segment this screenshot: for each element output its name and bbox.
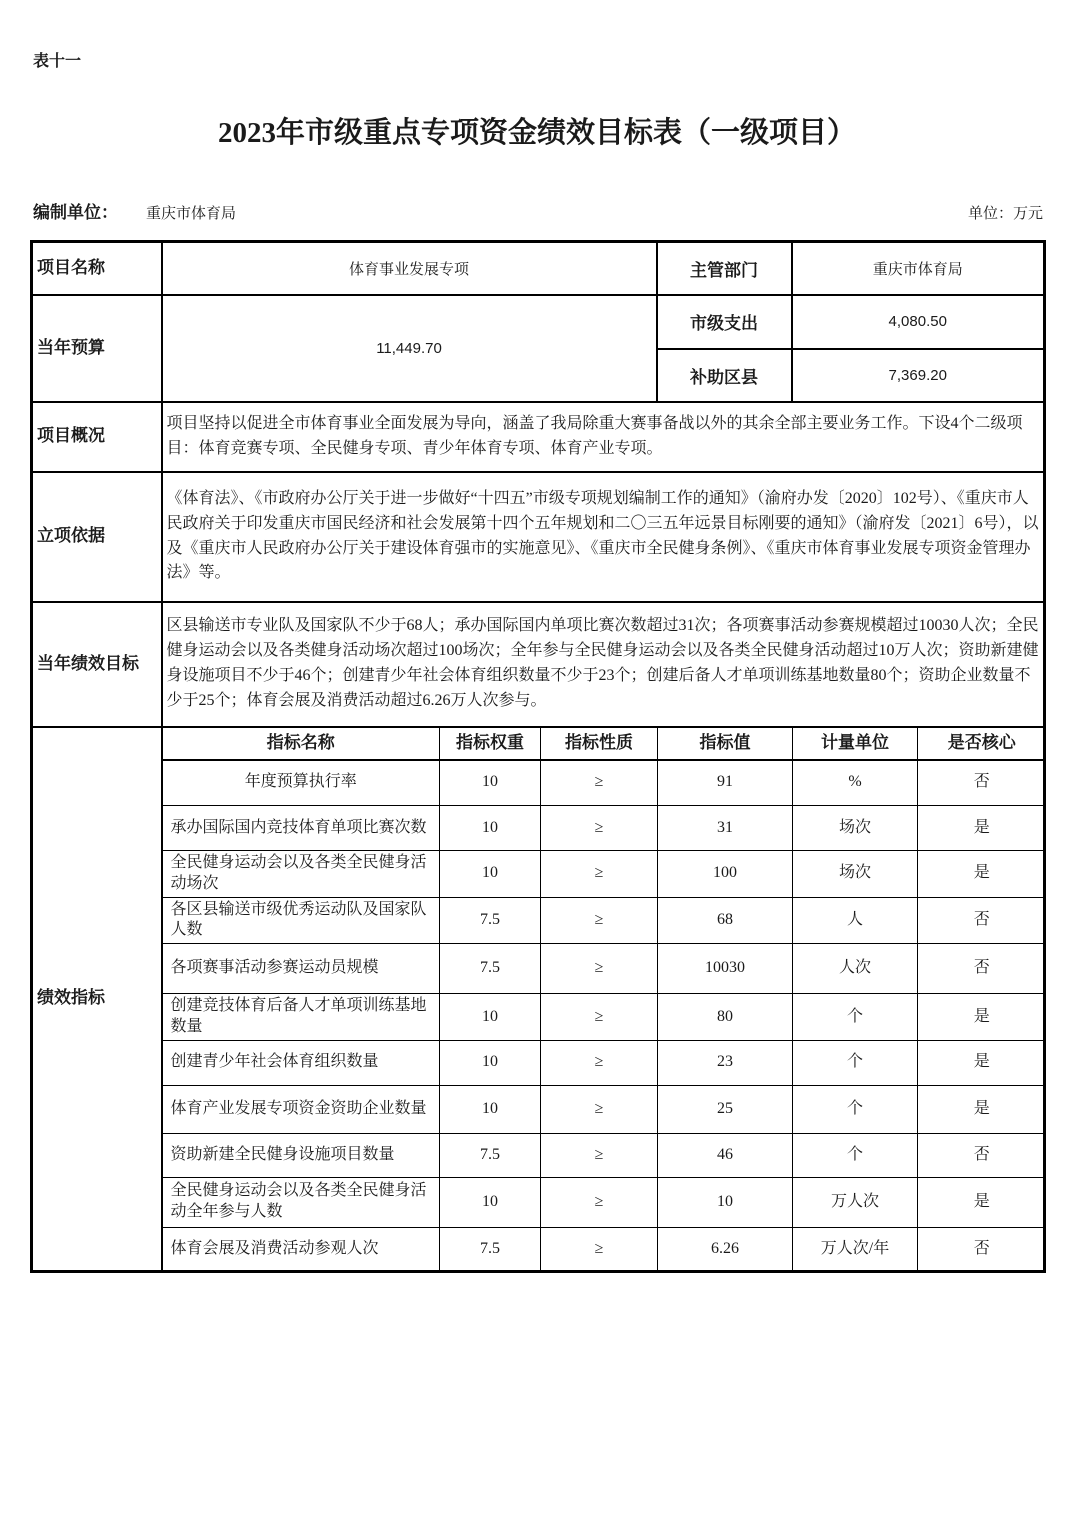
indicator-weight: 10 [440,1040,541,1085]
indicator-weight: 10 [440,760,541,806]
indicators-table-cell [162,727,1045,1272]
indicator-core: 否 [918,760,1046,806]
basis-text: 《体育法》、《市政府办公厅关于进一步做好“十四五”市级专项规划编制工作的通知》（渝府办发〔2020〕102号）、《重庆市人民政府关于印发重庆市国民经济和社会发展第十四个五年规划和二〇三五年远景目标刚要的通知》（渝府发〔2021〕6号），以及《重庆市人民政府办公厅关于建设体育强市的实施意见》、《重庆市全民健身条例》、《重庆市体育事业发展专项资金管理办法》等。 [162,472,1045,602]
prepared-by-value: 重庆市体育局 [146,206,237,222]
dept-label: 主管部门 [657,242,792,295]
indicator-nature: ≥ [541,1133,658,1177]
header-indicator-nature: 指标性质 [541,728,658,760]
indicator-name: 承办国际国内竞技体育单项比赛次数 [163,806,440,851]
indicator-core: 是 [918,851,1046,898]
indicator-value: 10 [658,1177,793,1227]
indicator-unit: 场次 [793,851,918,898]
indicator-nature: ≥ [541,944,658,994]
goal-text: 区县输送市专业队及国家队不少于68人；承办国际国内单项比赛次数超过31次；各项赛事活动参赛规模超过10030人次；全民健身运动会以及各类健身活动场次超过100场次；全年参与全民健身运动会以及各类全民健身活动超过10万人次；资助新建健身设施项目不少于46个；创建青少年社会体育组织数量不少于23个；创建后备人才单项训练基地数量80个；资助企业数量不少于25个；体育会展及消费活动超过6.26万人次参与。 [162,602,1045,727]
indicator-nature: ≥ [541,760,658,806]
indicator-weight: 7.5 [440,1133,541,1177]
header-indicator-value: 指标值 [658,728,793,760]
indicator-name: 年度预算执行率 [163,760,440,806]
indicator-unit: 个 [793,994,918,1041]
indicator-value: 10030 [658,944,793,994]
indicator-nature: ≥ [541,851,658,898]
indicator-value: 25 [658,1085,793,1133]
indicator-value: 31 [658,806,793,851]
prepared-by-label: 编制单位： [33,203,118,222]
indicator-core: 是 [918,994,1046,1041]
indicator-nature: ≥ [541,994,658,1041]
indicators-label: 绩效指标 [32,727,162,1272]
indicator-value: 80 [658,994,793,1041]
indicator-name: 各区县输送市级优秀运动队及国家队人数 [163,897,440,944]
indicator-unit: 个 [793,1085,918,1133]
indicator-name: 资助新建全民健身设施项目数量 [163,1133,440,1177]
row-goal [32,602,1045,727]
indicator-weight: 10 [440,994,541,1041]
indicator-value: 6.26 [658,1227,793,1270]
meta-row [33,198,1043,224]
city-expense-label: 市级支出 [657,295,792,349]
indicator-weight: 7.5 [440,1227,541,1270]
indicator-unit: % [793,760,918,806]
unit-note: 单位：万元 [967,206,1043,222]
indicator-name: 全民健身运动会以及各类全民健身活动场次 [163,851,440,898]
indicator-nature: ≥ [541,1040,658,1085]
page-title: 2023年市级重点专项资金绩效目标表（一级项目） [217,117,856,149]
row-project-name [32,242,1045,295]
indicator-unit: 万人次 [793,1177,918,1227]
header-indicator-weight: 指标权重 [440,728,541,760]
indicator-core: 否 [918,1133,1046,1177]
indicator-unit: 个 [793,1133,918,1177]
project-name-value: 体育事业发展专项 [162,242,657,295]
indicator-core: 否 [918,1227,1046,1270]
table-number-tag: 表十一 [33,53,82,70]
indicator-unit: 人 [793,897,918,944]
indicator-name: 体育产业发展专项资金资助企业数量 [163,1085,440,1133]
indicator-core: 否 [918,944,1046,994]
indicator-value: 91 [658,760,793,806]
indicator-row [163,1040,1046,1085]
header-indicator-core: 是否核心 [918,728,1046,760]
indicator-weight: 10 [440,1177,541,1227]
indicator-value: 46 [658,1133,793,1177]
indicator-name: 全民健身运动会以及各类全民健身活动全年参与人数 [163,1177,440,1227]
indicator-name: 各项赛事活动参赛运动员规模 [163,944,440,994]
indicator-unit: 场次 [793,806,918,851]
budget-label: 当年预算 [32,295,162,402]
indicator-weight: 10 [440,851,541,898]
county-subsidy-label: 补助区县 [657,349,792,402]
indicator-core: 否 [918,897,1046,944]
indicator-weight: 10 [440,806,541,851]
header-indicator-unit: 计量单位 [793,728,918,760]
indicator-name: 创建竞技体育后备人才单项训练基地数量 [163,994,440,1041]
city-expense-value: 4,080.50 [792,295,1045,349]
row-indicators [32,727,1045,1272]
header-indicator-name: 指标名称 [163,728,440,760]
indicator-core: 是 [918,806,1046,851]
indicator-nature: ≥ [541,1085,658,1133]
indicator-nature: ≥ [541,1227,658,1270]
indicator-weight: 7.5 [440,897,541,944]
indicator-nature: ≥ [541,1177,658,1227]
indicator-row [163,944,1046,994]
indicator-core: 是 [918,1177,1046,1227]
indicators-table [163,728,1046,1271]
dept-value: 重庆市体育局 [792,242,1045,295]
indicator-weight: 10 [440,1085,541,1133]
indicator-row [163,994,1046,1041]
indicator-row [163,897,1046,944]
indicator-row [163,851,1046,898]
row-budget-city [32,295,1045,349]
indicator-row [163,806,1046,851]
indicator-row [163,1227,1046,1270]
indicator-nature: ≥ [541,806,658,851]
row-basis [32,472,1045,602]
indicator-value: 100 [658,851,793,898]
indicator-name: 体育会展及消费活动参观人次 [163,1227,440,1270]
indicator-core: 是 [918,1040,1046,1085]
indicator-row [163,760,1046,806]
project-name-label: 项目名称 [32,242,162,295]
basis-label: 立项依据 [32,472,162,602]
indicator-unit: 个 [793,1040,918,1085]
row-overview [32,402,1045,472]
indicator-row [163,1085,1046,1133]
goal-label: 当年绩效目标 [32,602,162,727]
indicator-nature: ≥ [541,897,658,944]
indicator-row [163,1177,1046,1227]
indicator-header-row [163,728,1046,760]
overview-text: 项目坚持以促进全市体育事业全面发展为导向，涵盖了我局除重大赛事备战以外的其余全部主要业务工作。下设4个二级项目：体育竞赛专项、全民健身专项、青少年体育专项、体育产业专项。 [162,402,1045,472]
overview-label: 项目概况 [32,402,162,472]
budget-value: 11,449.70 [162,295,657,402]
indicator-weight: 7.5 [440,944,541,994]
county-subsidy-value: 7,369.20 [792,349,1045,402]
main-table [30,240,1046,1273]
indicator-value: 68 [658,897,793,944]
indicator-unit: 万人次/年 [793,1227,918,1270]
indicator-core: 是 [918,1085,1046,1133]
indicator-name: 创建青少年社会体育组织数量 [163,1040,440,1085]
indicator-unit: 人次 [793,944,918,994]
indicator-row [163,1133,1046,1177]
indicator-value: 23 [658,1040,793,1085]
